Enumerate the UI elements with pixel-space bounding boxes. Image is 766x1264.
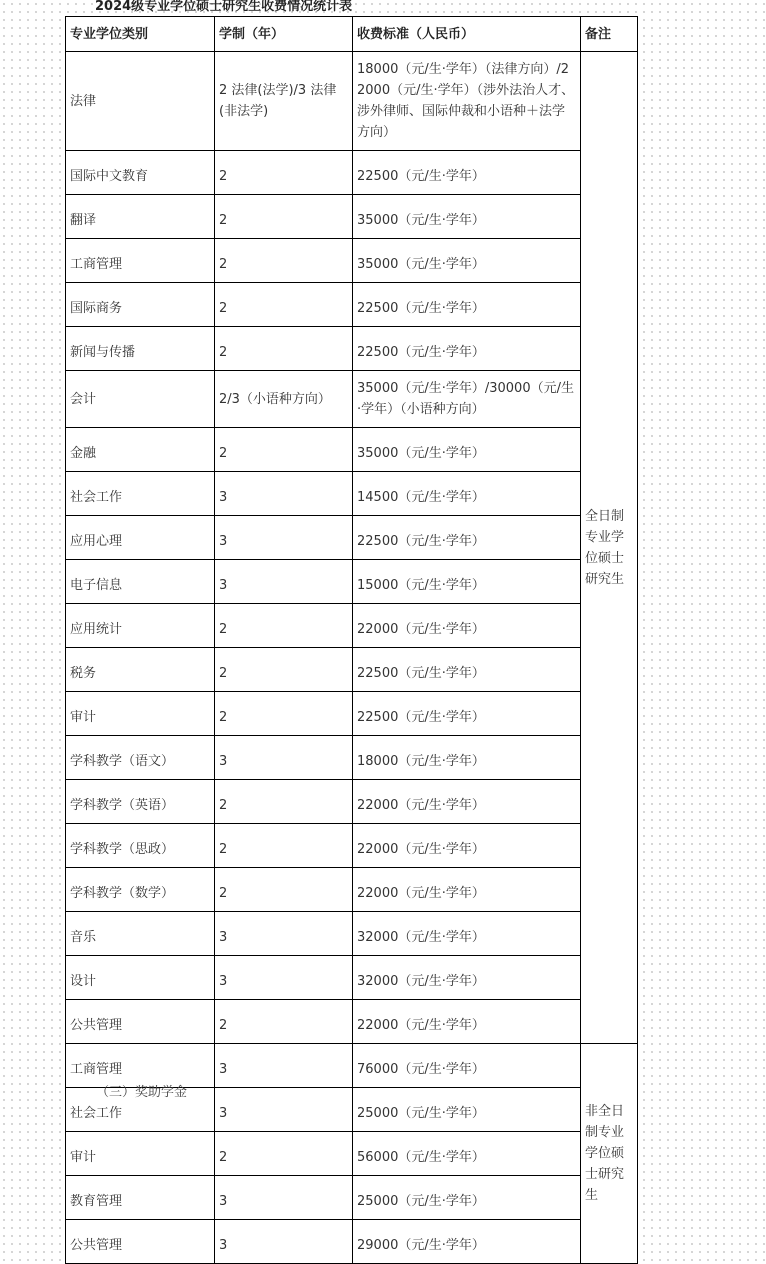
table-row <box>66 428 638 472</box>
table-row <box>66 1176 638 1220</box>
table-row <box>66 648 638 692</box>
cell-years: 2 <box>215 327 353 371</box>
fee-table-body <box>66 17 638 1264</box>
cell-category: 教育管理 <box>66 1176 215 1220</box>
cell-category: 学科教学（数学） <box>66 868 215 912</box>
table-row <box>66 692 638 736</box>
header-years: 学制（年） <box>215 17 353 52</box>
cell-category: 法律 <box>66 52 215 151</box>
cell-category: 社会工作 <box>66 472 215 516</box>
note-full-time: 全日制专业学位硕士研究生 <box>581 52 638 1044</box>
header-fee: 收费标准（人民币） <box>353 17 581 52</box>
section-heading: （三）奖助学金 <box>96 1085 188 1100</box>
table-row <box>66 52 638 151</box>
cell-fee: 18000（元/生·学年）（法律方向）/22000（元/生·学年）（涉外法治人才、涉外律师、国际仲裁和小语种＋法学方向） <box>353 52 581 151</box>
cell-fee: 76000（元/生·学年） <box>353 1044 581 1088</box>
table-row <box>66 239 638 283</box>
cell-fee: 22000（元/生·学年） <box>353 1000 581 1044</box>
cell-category: 公共管理 <box>66 1000 215 1044</box>
cell-category: 应用统计 <box>66 604 215 648</box>
table-row <box>66 780 638 824</box>
cell-years: 2 <box>215 1132 353 1176</box>
table-row <box>66 736 638 780</box>
cell-category: 会计 <box>66 371 215 428</box>
cell-years: 2 <box>215 151 353 195</box>
cell-category: 审计 <box>66 692 215 736</box>
cell-category: 学科教学（语文） <box>66 736 215 780</box>
cell-fee: 35000（元/生·学年）/30000（元/生·学年）（小语种方向） <box>353 371 581 428</box>
cell-fee: 32000（元/生·学年） <box>353 956 581 1000</box>
cell-category: 税务 <box>66 648 215 692</box>
cell-years: 2 <box>215 868 353 912</box>
cell-category: 工商管理 <box>66 1044 215 1088</box>
cell-fee: 25000（元/生·学年） <box>353 1088 581 1132</box>
cell-fee: 35000（元/生·学年） <box>353 428 581 472</box>
cell-years: 2/3（小语种方向） <box>215 371 353 428</box>
cell-years: 2 <box>215 428 353 472</box>
cell-years: 3 <box>215 912 353 956</box>
cell-years: 2 <box>215 648 353 692</box>
cell-category: 工商管理 <box>66 239 215 283</box>
cell-fee: 22000（元/生·学年） <box>353 780 581 824</box>
table-row <box>66 195 638 239</box>
table-row <box>66 560 638 604</box>
table-row <box>66 516 638 560</box>
cell-fee: 22500（元/生·学年） <box>353 327 581 371</box>
table-row <box>66 327 638 371</box>
header-note: 备注 <box>581 17 638 52</box>
cell-years: 2 <box>215 692 353 736</box>
cell-years: 2 法律(法学)/3 法律(非法学) <box>215 52 353 151</box>
table-row <box>66 151 638 195</box>
cell-fee: 14500（元/生·学年） <box>353 472 581 516</box>
cell-category: 国际商务 <box>66 283 215 327</box>
cell-fee: 15000（元/生·学年） <box>353 560 581 604</box>
cell-years: 2 <box>215 1000 353 1044</box>
cell-category: 学科教学（英语） <box>66 780 215 824</box>
cell-fee: 22000（元/生·学年） <box>353 824 581 868</box>
fee-table <box>65 16 638 1264</box>
cell-years: 2 <box>215 824 353 868</box>
table-header-row <box>66 17 638 52</box>
cell-fee: 22500（元/生·学年） <box>353 648 581 692</box>
cell-years: 3 <box>215 1220 353 1264</box>
note-part-time: 非全日制专业学位硕士研究生 <box>581 1044 638 1264</box>
table-row <box>66 824 638 868</box>
cell-years: 3 <box>215 472 353 516</box>
cell-years: 3 <box>215 560 353 604</box>
table-row <box>66 912 638 956</box>
cell-years: 3 <box>215 1088 353 1132</box>
table-row <box>66 604 638 648</box>
table-row <box>66 371 638 428</box>
cell-years: 2 <box>215 604 353 648</box>
cell-fee: 22000（元/生·学年） <box>353 868 581 912</box>
cell-category: 学科教学（思政） <box>66 824 215 868</box>
cell-category: 审计 <box>66 1132 215 1176</box>
table-row <box>66 1220 638 1264</box>
cell-years: 2 <box>215 195 353 239</box>
cell-years: 2 <box>215 283 353 327</box>
cell-fee: 18000（元/生·学年） <box>353 736 581 780</box>
cell-category: 音乐 <box>66 912 215 956</box>
cell-category: 新闻与传播 <box>66 327 215 371</box>
cell-category: 公共管理 <box>66 1220 215 1264</box>
table-row <box>66 1000 638 1044</box>
table-row <box>66 283 638 327</box>
cell-fee: 22500（元/生·学年） <box>353 516 581 560</box>
cell-category: 翻译 <box>66 195 215 239</box>
cell-years: 2 <box>215 780 353 824</box>
cell-years: 3 <box>215 956 353 1000</box>
cell-years: 3 <box>215 1176 353 1220</box>
cell-fee: 22500（元/生·学年） <box>353 692 581 736</box>
cell-category: 电子信息 <box>66 560 215 604</box>
cell-category: 设计 <box>66 956 215 1000</box>
cell-category: 社会工作 <box>66 1088 215 1132</box>
header-category: 专业学位类别 <box>66 17 215 52</box>
cell-fee: 22500（元/生·学年） <box>353 283 581 327</box>
cell-fee: 29000（元/生·学年） <box>353 1220 581 1264</box>
cell-years: 3 <box>215 736 353 780</box>
cell-fee: 22500（元/生·学年） <box>353 151 581 195</box>
cell-fee: 32000（元/生·学年） <box>353 912 581 956</box>
cell-years: 2 <box>215 239 353 283</box>
cell-category: 应用心理 <box>66 516 215 560</box>
cell-fee: 35000（元/生·学年） <box>353 239 581 283</box>
table-row <box>66 1132 638 1176</box>
cell-fee: 22000（元/生·学年） <box>353 604 581 648</box>
cell-fee: 35000（元/生·学年） <box>353 195 581 239</box>
cell-fee: 25000（元/生·学年） <box>353 1176 581 1220</box>
cell-category: 国际中文教育 <box>66 151 215 195</box>
page-title: 2024级专业学位硕士研究生收费情况统计表 <box>95 0 353 14</box>
table-row <box>66 868 638 912</box>
cell-years: 3 <box>215 516 353 560</box>
cell-fee: 56000（元/生·学年） <box>353 1132 581 1176</box>
table-row <box>66 472 638 516</box>
cell-category: 金融 <box>66 428 215 472</box>
table-row <box>66 956 638 1000</box>
cell-years: 3 <box>215 1044 353 1088</box>
